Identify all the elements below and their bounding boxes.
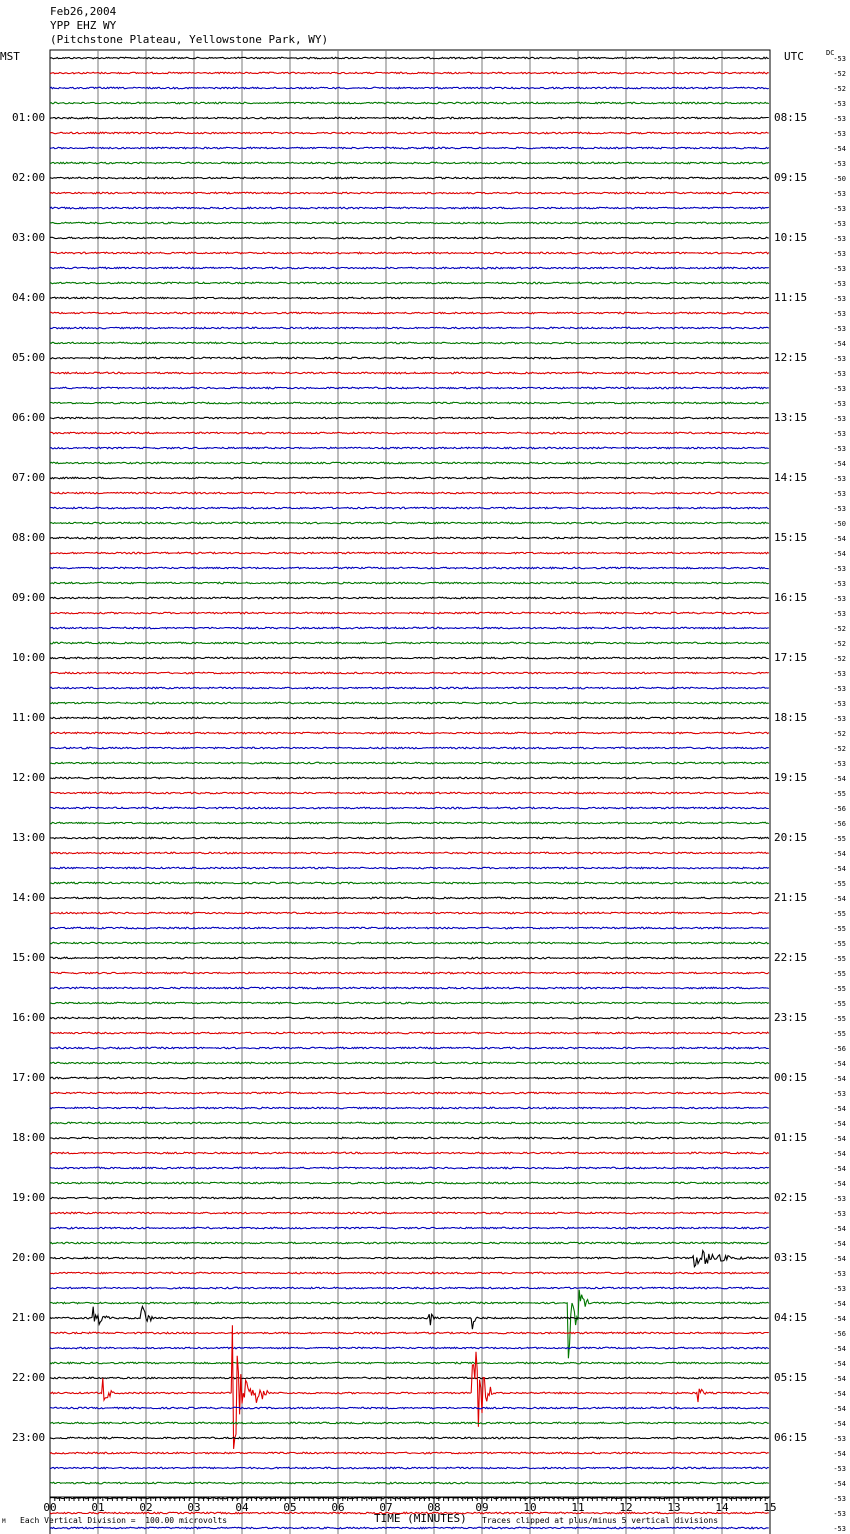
utc-hour-label: 19:15 [774,771,808,784]
utc-hour-label: 09:15 [774,171,808,184]
dc-offset-label: -53 [833,505,846,513]
dc-offset-label: -54 [833,1120,846,1128]
seismic-trace [50,477,769,479]
seismic-trace [50,732,769,734]
seismic-trace [50,852,769,854]
dc-offset-label: -53 [833,1285,846,1293]
x-tick-label: 10 [523,1501,537,1514]
dc-offset-label: -54 [833,1180,846,1188]
dc-offset-label: -54 [833,1390,846,1398]
dc-offset-label: -54 [833,1225,846,1233]
utc-hour-label: 11:15 [774,291,808,304]
utc-hour-label: 01:15 [774,1131,808,1144]
mst-hour-label: 08:00 [12,531,46,544]
dc-offset-label: -54 [833,460,846,468]
dc-offset-label: -53 [833,220,846,228]
dc-offset-label: -53 [833,370,846,378]
dc-offset-label: -55 [833,910,846,918]
seismic-trace [50,297,769,299]
mst-hour-label: 07:00 [12,471,46,484]
mst-hour-label: 16:00 [12,1011,46,1024]
dc-offset-label: -54 [833,1150,846,1158]
dc-offset-label: -54 [833,1240,846,1248]
seismic-trace [50,132,769,134]
seismic-trace [50,957,769,959]
x-tick-label: 03 [187,1501,201,1514]
dc-offset-header: DC [826,49,835,57]
utc-hour-label: 04:15 [774,1311,808,1324]
seismic-trace [50,147,769,149]
mst-hour-label: 21:00 [12,1311,46,1324]
seismic-trace [50,582,769,584]
seismic-trace [50,1362,769,1364]
seismic-trace [50,927,769,929]
utc-hour-label: 00:15 [774,1071,808,1084]
seismic-trace [50,1227,769,1229]
mst-hour-label: 01:00 [12,111,46,124]
station-location: (Pitchstone Plateau, Yellowstone Park, WY) [50,33,329,46]
seismic-trace [50,327,769,329]
dc-offset-label: -55 [833,985,846,993]
dc-offset-label: -54 [833,895,846,903]
utc-hour-label: 22:15 [774,951,808,964]
utc-hour-label: 16:15 [774,591,808,604]
dc-offset-label: -53 [833,580,846,588]
seismic-trace [50,1467,769,1469]
seismic-trace [50,1325,769,1449]
seismic-trace [50,1197,769,1199]
seismic-trace [50,1167,769,1169]
seismic-trace [50,282,769,284]
seismic-trace [50,117,769,119]
station-code: YPP EHZ WY [50,19,117,32]
seismic-trace [50,192,769,194]
utc-hour-label: 12:15 [774,351,808,364]
mst-hour-label: 10:00 [12,651,46,664]
mst-hour-label: 04:00 [12,291,46,304]
dc-offset-label: -52 [833,625,846,633]
seismic-trace [50,1017,769,1019]
dc-offset-label: -53 [833,355,846,363]
dc-offset-label: -56 [833,820,846,828]
mst-hour-label: 23:00 [12,1431,46,1444]
seismic-trace [50,1377,769,1379]
dc-offset-label: -53 [833,400,846,408]
x-tick-label: 06 [331,1501,345,1514]
x-tick-label: 09 [475,1501,489,1514]
seismic-trace [50,1482,769,1484]
dc-offset-label: -53 [833,115,846,123]
seismic-trace [50,447,769,449]
dc-offset-label: -54 [833,340,846,348]
clip-note: Traces clipped at plus/minus 5 vertical divisions [482,1516,719,1525]
seismic-trace [50,1182,769,1184]
mst-hour-label: 15:00 [12,951,46,964]
utc-hour-label: 03:15 [774,1251,808,1264]
dc-offset-label: -54 [833,1300,846,1308]
dc-offset-label: -54 [833,550,846,558]
dc-offset-label: -52 [833,655,846,663]
utc-hour-label: 02:15 [774,1191,808,1204]
dc-offset-label: -53 [833,190,846,198]
seismic-trace [50,1107,769,1109]
dc-offset-label: -54 [833,1420,846,1428]
seismic-trace [50,792,769,794]
seismic-trace [50,507,769,509]
seismic-trace [50,597,769,599]
seismic-trace [50,72,769,74]
dc-offset-label: -53 [833,670,846,678]
x-tick-label: 07 [379,1501,393,1514]
dc-offset-label: -53 [833,685,846,693]
seismic-trace [50,522,769,524]
dc-offset-label: -54 [833,535,846,543]
dc-offset-label: -54 [833,1075,846,1083]
seismic-trace [50,162,769,164]
seismic-trace [50,747,769,749]
mst-hour-label: 02:00 [12,171,46,184]
seismic-trace [50,57,769,59]
dc-offset-label: -53 [833,325,846,333]
dc-offset-label: -55 [833,1000,846,1008]
seismic-trace [50,1452,769,1454]
seismic-trace [50,492,769,494]
utc-hour-label: 23:15 [774,1011,808,1024]
x-tick-label: 01 [91,1501,105,1514]
dc-offset-label: -55 [833,1030,846,1038]
seismic-trace [50,552,769,554]
dc-offset-label: -53 [833,250,846,258]
seismic-trace [50,1251,769,1267]
utc-hour-label: 20:15 [774,831,808,844]
dc-offset-label: -53 [833,760,846,768]
seismic-trace [50,822,769,824]
seismic-trace [50,717,769,719]
seismic-trace [50,432,769,434]
seismic-trace [50,252,769,254]
seismic-trace [50,612,769,614]
seismic-trace [50,687,769,689]
corner-mark: M [2,1518,6,1525]
dc-offset-label: -55 [833,970,846,978]
seismic-trace [50,972,769,974]
seismic-trace [50,537,769,539]
dc-offset-label: -53 [833,1465,846,1473]
dc-offset-label: -52 [833,70,846,78]
dc-offset-label: -53 [833,295,846,303]
seismic-trace [50,1272,769,1274]
seismic-trace [50,462,769,464]
seismic-trace [50,942,769,944]
seismic-trace [50,642,769,644]
seismic-trace [50,417,769,419]
dc-offset-label: -56 [833,1045,846,1053]
seismic-trace [50,1032,769,1034]
x-tick-label: 02 [139,1501,153,1514]
seismic-trace [50,1287,769,1289]
dc-offset-label: -55 [833,790,846,798]
seismic-trace [50,177,769,179]
dc-offset-label: -53 [833,55,846,63]
dc-offset-label: -50 [833,175,846,183]
seismic-trace [50,342,769,344]
utc-hour-label: 14:15 [774,471,808,484]
dc-offset-label: -55 [833,1015,846,1023]
dc-offset-label: -52 [833,85,846,93]
seismic-trace [50,987,769,989]
seismic-trace [50,1047,769,1049]
dc-offset-label: -53 [833,430,846,438]
seismic-trace [50,897,769,899]
dc-offset-label: -54 [833,1450,846,1458]
seismic-trace [50,372,769,374]
utc-hour-label: 15:15 [774,531,808,544]
dc-offset-label: -54 [833,1360,846,1368]
dc-offset-label: -54 [833,1105,846,1113]
seismic-trace [50,1212,769,1214]
dc-offset-label: -54 [833,1165,846,1173]
seismic-trace [50,1347,769,1349]
x-tick-label: 04 [235,1501,249,1514]
mst-hour-label: 13:00 [12,831,46,844]
dc-offset-label: -53 [833,160,846,168]
plot-frame [50,50,770,1534]
mst-hour-label: 14:00 [12,891,46,904]
seismic-trace [50,1002,769,1004]
mst-hour-label: 11:00 [12,711,46,724]
dc-offset-label: -55 [833,925,846,933]
dc-offset-label: -54 [833,1405,846,1413]
seismic-trace [50,837,769,839]
seismic-trace [50,1437,769,1439]
x-tick-label: 11 [571,1501,585,1514]
mst-hour-label: 20:00 [12,1251,46,1264]
seismic-trace [50,1242,769,1244]
dc-offset-label: -53 [833,1495,846,1503]
right-timezone-label: UTC [784,50,804,63]
seismic-trace [50,762,769,764]
dc-offset-label: -53 [833,1210,846,1218]
x-tick-label: 00 [43,1501,57,1514]
seismic-trace [50,867,769,869]
dc-offset-label: -54 [833,865,846,873]
seismic-trace [50,1092,769,1094]
dc-offset-label: -54 [833,775,846,783]
seismic-trace [50,237,769,239]
dc-offset-label: -53 [833,445,846,453]
utc-hour-label: 21:15 [774,891,808,904]
seismic-trace [50,807,769,809]
dc-offset-label: -54 [833,1255,846,1263]
dc-offset-label: -55 [833,880,846,888]
seismic-trace [50,1306,769,1329]
dc-offset-label: -50 [833,520,846,528]
dc-offset-label: -53 [833,610,846,618]
dc-offset-label: -55 [833,940,846,948]
x-tick-label: 15 [763,1501,777,1514]
dc-offset-label: -53 [833,1510,846,1518]
seismic-trace [50,1527,769,1529]
seismic-trace [50,87,769,89]
dc-offset-label: -52 [833,640,846,648]
seismic-trace [50,357,769,359]
seismic-trace [50,1422,769,1424]
seismic-trace [50,1137,769,1139]
seismic-trace [50,567,769,569]
dc-offset-label: -56 [833,1330,846,1338]
x-tick-label: 12 [619,1501,633,1514]
seismic-trace [50,102,769,104]
x-tick-label: 05 [283,1501,297,1514]
mst-hour-label: 22:00 [12,1371,46,1384]
dc-offset-label: -53 [833,490,846,498]
dc-offset-label: -54 [833,1480,846,1488]
seismic-trace [50,207,769,209]
seismic-trace [50,882,769,884]
dc-offset-label: -53 [833,280,846,288]
dc-offset-label: -54 [833,1060,846,1068]
dc-offset-label: -53 [833,1270,846,1278]
dc-offset-label: -53 [833,1435,846,1443]
dc-offset-label: -54 [833,850,846,858]
dc-offset-label: -52 [833,730,846,738]
dc-offset-label: -54 [833,1135,846,1143]
mst-hour-label: 18:00 [12,1131,46,1144]
seismic-trace [50,1407,769,1409]
dc-offset-label: -55 [833,835,846,843]
x-tick-label: 14 [715,1501,729,1514]
dc-offset-label: -53 [833,415,846,423]
dc-offset-label: -53 [833,700,846,708]
dc-offset-label: -54 [833,1315,846,1323]
seismic-trace [50,1332,769,1334]
seismic-trace [50,312,769,314]
dc-offset-label: -55 [833,955,846,963]
seismic-trace [50,387,769,389]
mst-hour-label: 12:00 [12,771,46,784]
dc-offset-label: -53 [833,100,846,108]
dc-offset-label: -53 [833,565,846,573]
seismic-trace [50,1152,769,1154]
dc-offset-label: -53 [833,1090,846,1098]
dc-offset-label: -53 [833,1195,846,1203]
mst-hour-label: 06:00 [12,411,46,424]
utc-hour-label: 08:15 [774,111,808,124]
seismic-trace [50,912,769,914]
seismic-trace [50,267,769,269]
left-timezone-label: MST [0,50,20,63]
time-axis-title: TIME (MINUTES) [374,1512,467,1525]
dc-offset-label: -53 [833,1525,846,1533]
dc-offset-label: -53 [833,235,846,243]
scale-note: Each Vertical Division = 100.00 microvolts [20,1516,228,1525]
utc-hour-label: 17:15 [774,651,808,664]
utc-hour-label: 10:15 [774,231,808,244]
dc-offset-label: -54 [833,1375,846,1383]
dc-offset-label: -53 [833,205,846,213]
seismic-trace [50,702,769,704]
dc-offset-label: -53 [833,385,846,393]
seismic-trace [50,1062,769,1064]
mst-hour-label: 03:00 [12,231,46,244]
mst-hour-label: 09:00 [12,591,46,604]
seismic-trace [50,222,769,224]
mst-hour-label: 19:00 [12,1191,46,1204]
dc-offset-label: -53 [833,475,846,483]
dc-offset-label: -53 [833,595,846,603]
mst-hour-label: 05:00 [12,351,46,364]
x-tick-label: 13 [667,1501,681,1514]
plot-date: Feb26,2004 [50,5,117,18]
x-tick-label: 08 [427,1501,441,1514]
utc-hour-label: 06:15 [774,1431,808,1444]
dc-offset-label: -53 [833,715,846,723]
seismic-trace [50,672,769,674]
dc-offset-label: -56 [833,805,846,813]
seismic-trace [50,777,769,779]
dc-offset-label: -54 [833,145,846,153]
dc-offset-label: -53 [833,130,846,138]
seismic-trace [50,627,769,629]
utc-hour-label: 13:15 [774,411,808,424]
dc-offset-label: -54 [833,1345,846,1353]
seismic-trace [50,402,769,404]
seismic-trace [50,657,769,659]
dc-offset-label: -52 [833,745,846,753]
seismic-trace [50,1122,769,1124]
dc-offset-label: -53 [833,265,846,273]
mst-hour-label: 17:00 [12,1071,46,1084]
utc-hour-label: 18:15 [774,711,808,724]
utc-hour-label: 05:15 [774,1371,808,1384]
seismic-trace [50,1077,769,1079]
dc-offset-label: -53 [833,310,846,318]
